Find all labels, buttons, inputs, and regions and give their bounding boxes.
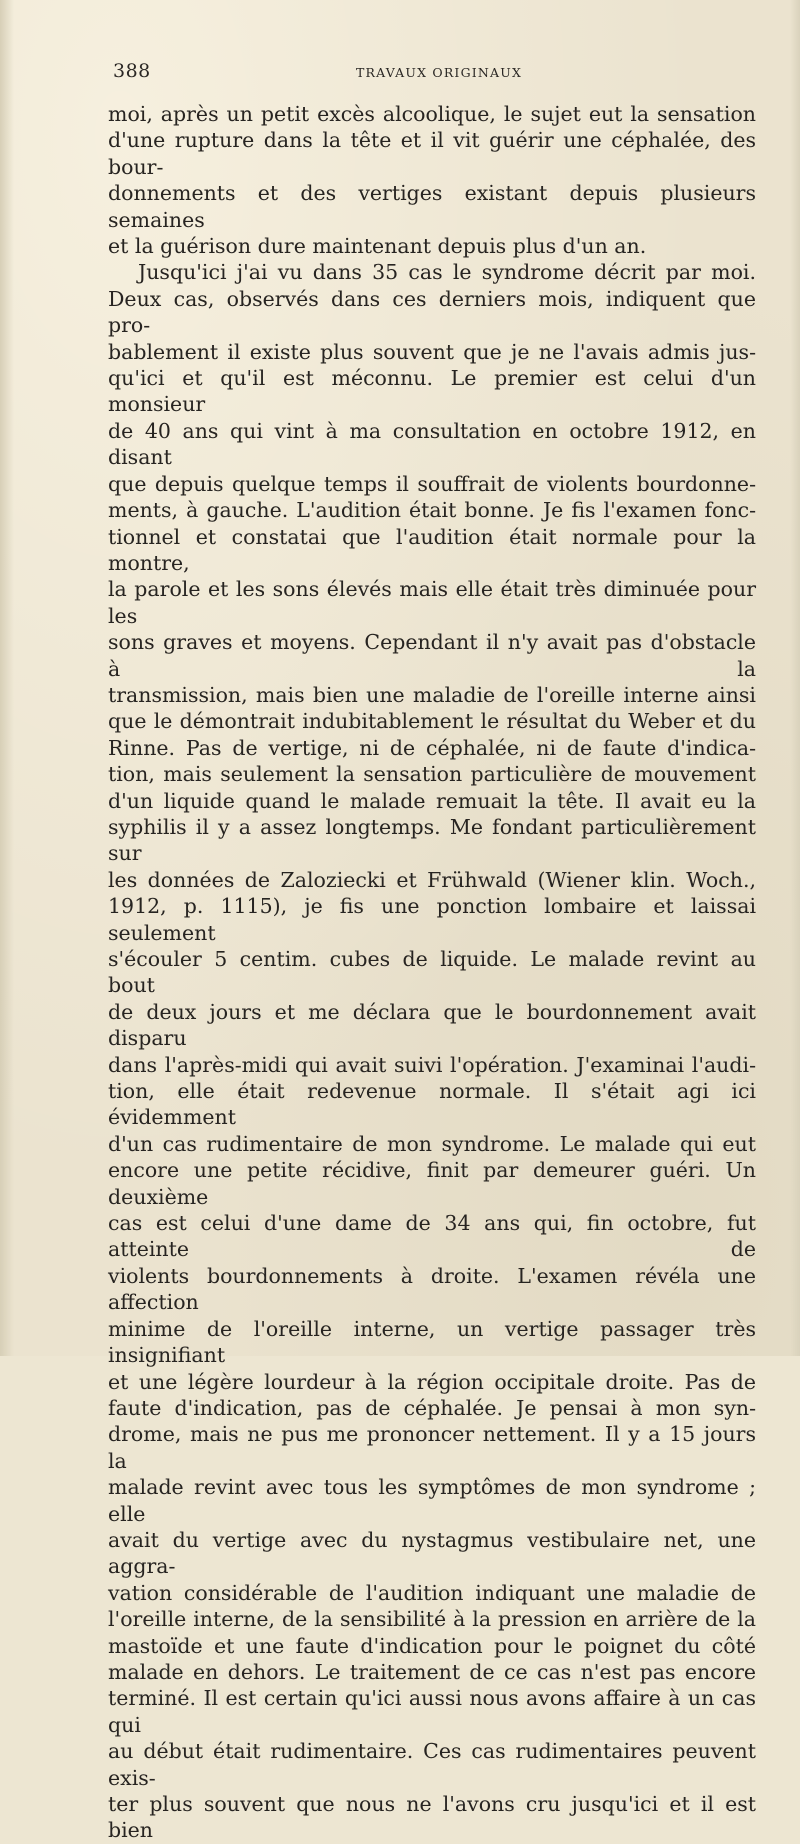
text-line: faute d'indication, pas de céphalée. Je pensai à mon syn-	[108, 1395, 756, 1420]
text-line: violents bourdonnements à droite. L'examen révéla une affection	[108, 1263, 756, 1315]
text-line: malade revint avec tous les symptômes de mon syndrome ; elle	[108, 1475, 756, 1526]
page-edge-shadow-right	[790, 0, 800, 1356]
text-line: Rinne. Pas de vertige, ni de céphalée, ni de faute d'indica-	[108, 735, 756, 760]
text-line: s'écouler 5 centim. cubes de liquide. Le malade revint au bout	[108, 947, 756, 998]
text-line: et la guérison dure maintenant depuis plus d'un an.	[108, 234, 647, 259]
running-head	[0, 60, 800, 90]
text-line: dans l'après-midi qui avait suivi l'opération. J'examinai l'audi-	[108, 1052, 756, 1077]
text-line: tion, mais seulement la sensation particulière de mouvement	[108, 762, 756, 787]
text-line: cas est celui d'une dame de 34 ans qui, fin octobre, fut atteinte de	[108, 1211, 756, 1262]
text-line: sons graves et moyens. Cependant il n'y avait pas d'obstacle à la	[108, 630, 756, 681]
text-line: drome, mais ne pus me prononcer nettement. Il y a 15 jours la	[108, 1422, 756, 1473]
text-line: malade en dehors. Le traitement de ce cas n'est pas encore	[108, 1659, 756, 1684]
text-line: de 40 ans qui vint à ma consultation en octobre 1912, en disant	[108, 418, 756, 470]
text-line: terminé. Il est certain qu'ici aussi nous avons affaire à un cas qui	[108, 1686, 756, 1737]
text-line: Jusqu'ici j'ai vu dans 35 cas le syndrome décrit par moi.	[138, 260, 756, 285]
text-line: d'un liquide quand le malade remuait la tête. Il avait eu la	[108, 788, 756, 813]
text-line: encore une petite récidive, finit par demeurer guéri. Un deuxième	[108, 1158, 756, 1209]
text-line: minime de l'oreille interne, un vertige passager très insignifiant	[108, 1316, 756, 1368]
text-line: que le démontrait indubitablement le résultat du Weber et du	[108, 709, 756, 734]
running-title: TRAVAUX ORIGINAUX	[356, 65, 523, 80]
text-line: Deux cas, observés dans ces derniers mois, indiquent que pro-	[108, 286, 756, 338]
text-line: de deux jours et me déclara que le bourdonnement avait disparu	[108, 999, 756, 1051]
page-edge-shadow-left	[0, 0, 14, 1356]
text-line: 1912, p. 1115), je fis une ponction lombaire et laissai seulement	[108, 894, 756, 945]
text-line: avait du vertige avec du nystagmus vestibulaire net, une aggra-	[108, 1527, 756, 1579]
text-line: d'un cas rudimentaire de mon syndrome. Le malade qui eut	[108, 1131, 756, 1156]
text-line: mastoïde et une faute d'indication pour le poignet du côté	[108, 1633, 756, 1658]
text-line: l'oreille interne, de la sensibilité à la pression en arrière de la	[108, 1607, 756, 1632]
page-number: 388	[113, 60, 151, 82]
text-line: ments, à gauche. L'audition était bonne. Je fis l'examen fonc-	[108, 498, 756, 523]
body-text	[108, 101, 756, 1844]
text-line: d'une rupture dans la tête et il vit guérir une céphalée, des bour-	[108, 128, 756, 179]
text-line: syphilis il y a assez longtemps. Me fondant particulièrement sur	[108, 814, 756, 866]
text-line: vation considérable de l'audition indiquant une maladie de	[108, 1580, 756, 1605]
text-line: les données de Zaloziecki et Frühwald (Wiener klin. Woch.,	[108, 867, 756, 892]
text-line: ter plus souvent que nous ne l'avons cru jusqu'ici et il est bien	[108, 1792, 756, 1843]
text-line: et une légère lourdeur à la région occipitale droite. Pas de	[108, 1369, 756, 1394]
text-line: la parole et les sons élevés mais elle était très diminuée pour les	[108, 577, 756, 628]
text-line: transmission, mais bien une maladie de l'oreille interne ainsi	[108, 682, 756, 707]
text-line: que depuis quelque temps il souffrait de violents bourdonne-	[108, 471, 756, 496]
text-line: tionnel et constatai que l'audition était normale pour la montre,	[108, 524, 756, 575]
text-line: tion, elle était redevenue normale. Il s'était agi ici évidemment	[108, 1079, 756, 1130]
text-line: au début était rudimentaire. Ces cas rudimentaires peuvent exis-	[108, 1739, 756, 1790]
text-line: donnements et des vertiges existant depuis plusieurs semaines	[108, 181, 756, 232]
text-line: qu'ici et qu'il est méconnu. Le premier est celui d'un monsieur	[108, 366, 756, 417]
text-line: moi, après un petit excès alcoolique, le sujet eut la sensation	[108, 102, 756, 126]
text-line: bablement il existe plus souvent que je ne l'avais admis jus-	[108, 339, 756, 364]
